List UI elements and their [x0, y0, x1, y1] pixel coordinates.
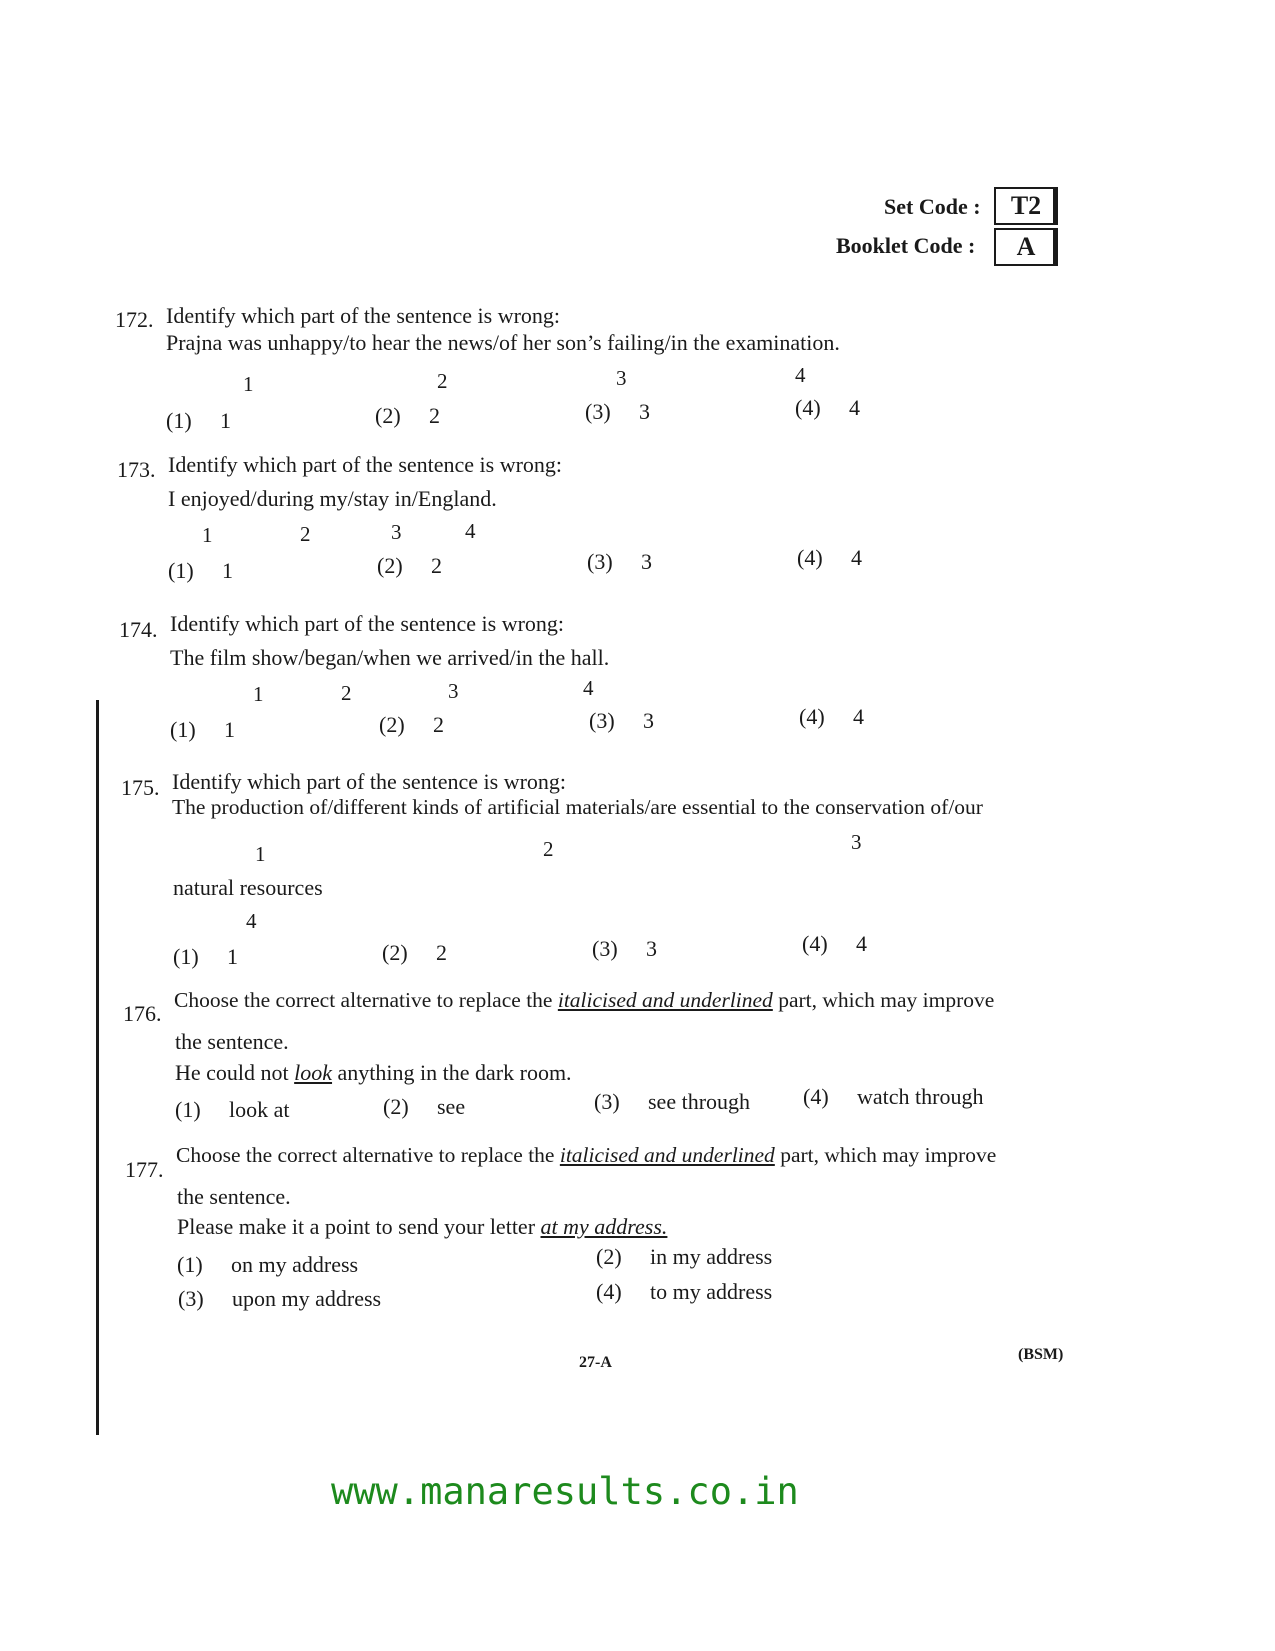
question-number: 175.: [121, 775, 160, 800]
part-number: 4: [246, 909, 257, 933]
part-number: 1: [243, 372, 254, 396]
question-sentence: He could not look anything in the dark room.: [175, 1060, 572, 1085]
option-4[interactable]: (4) watch through: [803, 1084, 984, 1109]
question-prompt-continued: the sentence.: [177, 1184, 291, 1209]
part-number: 2: [543, 837, 554, 861]
option-4[interactable]: (4) 4: [797, 545, 862, 570]
part-number: 3: [616, 366, 627, 390]
question-number: 177.: [125, 1157, 164, 1182]
question-prompt: Identify which part of the sentence is wrong:: [166, 303, 561, 328]
option-2[interactable]: (2) see: [383, 1094, 466, 1119]
option-2[interactable]: (2) 2: [375, 403, 440, 428]
set-code-box: T2: [994, 187, 1058, 225]
question-sentence-continued: natural resources: [173, 875, 323, 900]
question-sentence: Please make it a point to send your letter at my address.: [177, 1214, 668, 1239]
page-margin-rule: [96, 700, 99, 1435]
option-3[interactable]: (3) 3: [589, 708, 654, 733]
option-2[interactable]: (2) 2: [382, 940, 447, 965]
question-prompt: Identify which part of the sentence is wrong:: [170, 611, 565, 636]
part-number: 2: [341, 681, 352, 705]
option-3[interactable]: (3) see through: [594, 1089, 751, 1114]
option-3[interactable]: (3) upon my address: [178, 1286, 382, 1311]
part-number: 2: [437, 369, 448, 393]
series-code: (BSM): [1018, 1346, 1064, 1363]
option-1[interactable]: (1) 1: [166, 408, 231, 433]
part-number: 1: [255, 842, 266, 866]
option-3[interactable]: (3) 3: [592, 936, 657, 961]
booklet-code-box: A: [994, 228, 1058, 266]
option-1[interactable]: (1) 1: [170, 717, 235, 742]
option-1[interactable]: (1) 1: [168, 558, 233, 583]
question-prompt-continued: the sentence.: [175, 1029, 289, 1054]
question-prompt: Identify which part of the sentence is wrong:: [168, 452, 563, 477]
question-prompt: Choose the correct alternative to replace the italicised and underlined part, which may improve: [176, 1143, 997, 1167]
option-1[interactable]: (1) 1: [173, 944, 238, 969]
page-code: 27-A: [579, 1354, 612, 1371]
question-prompt: Identify which part of the sentence is wrong:: [172, 769, 567, 794]
part-number: 1: [253, 682, 264, 706]
part-number: 4: [795, 363, 806, 387]
option-1[interactable]: (1) look at: [175, 1097, 290, 1122]
part-number: 4: [465, 519, 476, 543]
question-sentence: Prajna was unhappy/to hear the news/of her son’s failing/in the examination.: [166, 330, 840, 355]
question-number: 173.: [117, 457, 156, 482]
option-1[interactable]: (1) on my address: [177, 1252, 359, 1277]
option-4[interactable]: (4) 4: [799, 704, 864, 729]
question-sentence: The film show/began/when we arrived/in the hall.: [170, 645, 610, 670]
question-number: 176.: [123, 1001, 162, 1026]
part-number: 3: [851, 830, 862, 854]
watermark-url: www.manaresults.co.in: [331, 1470, 799, 1513]
question-number: 174.: [119, 617, 158, 642]
part-number: 3: [448, 679, 459, 703]
option-4[interactable]: (4) 4: [802, 931, 867, 956]
question-sentence: The production of/different kinds of artificial materials/are essential to the conservation of/our: [172, 795, 983, 819]
option-3[interactable]: (3) 3: [585, 399, 650, 424]
option-2[interactable]: (2) in my address: [596, 1244, 773, 1269]
part-number: 1: [202, 523, 213, 547]
part-number: 4: [583, 676, 594, 700]
option-2[interactable]: (2) 2: [379, 712, 444, 737]
question-number: 172.: [115, 307, 154, 332]
option-4[interactable]: (4) to my address: [596, 1279, 773, 1304]
option-4[interactable]: (4) 4: [795, 395, 860, 420]
option-2[interactable]: (2) 2: [377, 553, 442, 578]
booklet-code-label: Booklet Code :: [836, 233, 976, 258]
option-3[interactable]: (3) 3: [587, 549, 652, 574]
part-number: 2: [300, 522, 311, 546]
question-prompt: Choose the correct alternative to replace the italicised and underlined part, which may improve: [174, 988, 995, 1012]
set-code-label: Set Code :: [884, 194, 981, 219]
question-sentence: I enjoyed/during my/stay in/England.: [168, 486, 497, 511]
part-number: 3: [391, 520, 402, 544]
